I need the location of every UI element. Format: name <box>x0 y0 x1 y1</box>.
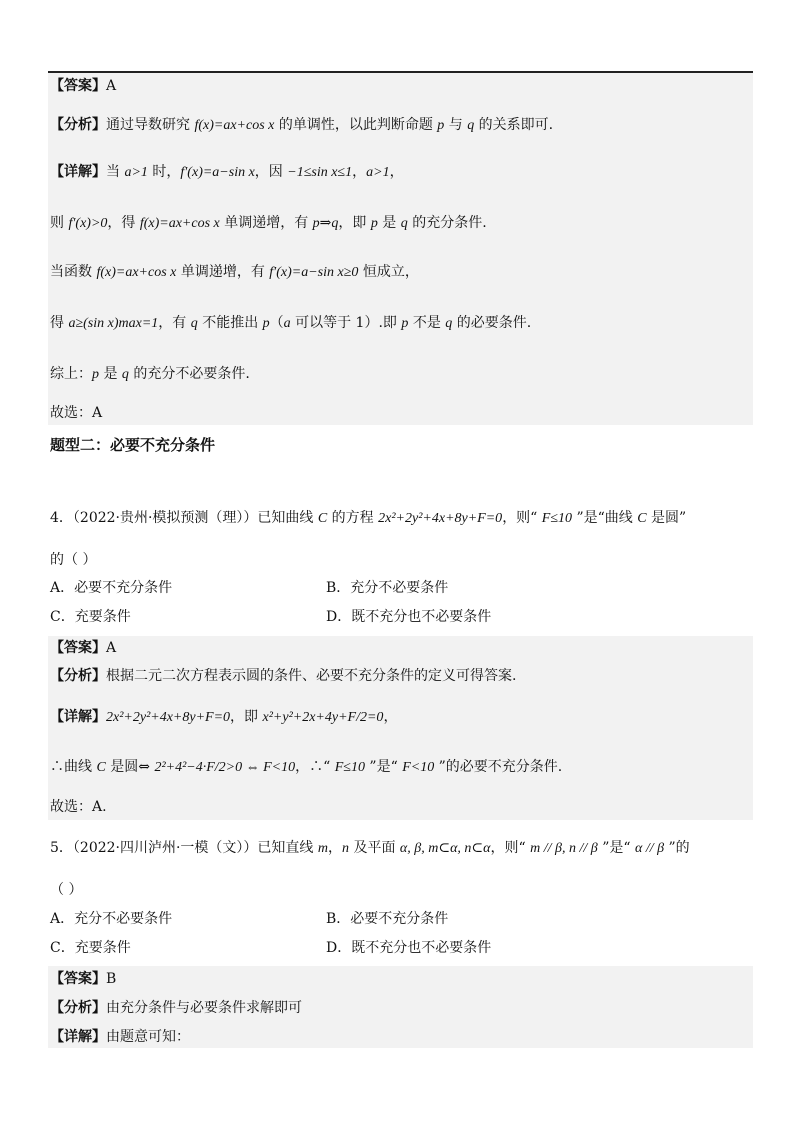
text-segment: ，即 <box>338 215 371 231</box>
text-segment: ，则“ <box>502 510 542 526</box>
question-5-option-b: B．必要不充分条件 <box>326 911 449 927</box>
text-segment: ”是“ <box>364 759 403 775</box>
analysis-label: 【分析】 <box>50 117 106 133</box>
answer-label: 【答案】 <box>50 78 106 94</box>
text-segment: ”的 <box>664 840 690 856</box>
text-segment: 的充分不必要条件. <box>128 366 250 382</box>
text-segment: 的单调性，以此判断命题 <box>274 117 438 133</box>
detail-text-2 <box>50 215 487 231</box>
math-segment: q <box>445 316 453 331</box>
text-segment: 的关系即可. <box>474 117 554 133</box>
math-segment: α, β, m⊂α, n⊂α <box>399 841 491 856</box>
text-segment: 5．（2022·四川泸州·一模（文））已知直线 <box>50 840 318 856</box>
math-segment: F≤10 <box>334 760 365 775</box>
analysis-label-2: 【分析】 <box>50 668 106 684</box>
text-segment: 是圆” <box>646 510 687 526</box>
answer-line-3 <box>50 969 116 989</box>
detail-text-5 <box>50 366 250 382</box>
math-segment: p <box>262 316 270 331</box>
math-segment: p <box>437 118 445 133</box>
text-segment: 时， <box>147 164 181 180</box>
text-segment: 是 <box>377 215 401 231</box>
analysis-line-2 <box>50 666 516 686</box>
analysis-line-3 <box>50 998 302 1018</box>
detail-line-4 <box>50 313 531 334</box>
text-segment: ，∴“ <box>295 759 335 775</box>
text-segment: 通过导数研究 <box>106 117 195 133</box>
text-segment: ， <box>389 164 404 180</box>
analysis-line <box>50 115 553 136</box>
math-segment: f′(x)>0 <box>68 216 108 231</box>
text-segment: 是 <box>99 366 122 382</box>
detail-text-3: 由题意可知： <box>106 1029 190 1045</box>
section-heading: 题型二：必要不充分条件 <box>50 436 216 454</box>
question-4-stem <box>50 508 686 529</box>
analysis-text <box>106 117 553 133</box>
text-segment: 当函数 <box>50 264 97 280</box>
text-segment: 可以等于 1）.即 <box>290 315 402 331</box>
analysis-text-2: 根据二元二次方程表示圆的条件、必要不充分条件的定义可得答案. <box>106 668 517 684</box>
math-segment: q <box>190 316 198 331</box>
math-segment: a <box>283 316 291 331</box>
math-segment: f(x)=ax+cos x <box>139 216 220 231</box>
question-5-option-c: C．充要条件 <box>50 940 131 956</box>
text-segment: ， <box>352 164 367 180</box>
answer-label-2: 【答案】 <box>50 640 106 656</box>
detail-line-2-1 <box>50 707 397 728</box>
question-4-option-d: D．既不充分也不必要条件 <box>326 609 492 625</box>
text-segment: 单调递增，有 <box>219 215 313 231</box>
math-segment: f′(x)=a−sin x <box>180 165 255 180</box>
detail-line-5 <box>50 364 250 385</box>
detail-line-2-2 <box>50 757 562 778</box>
answer-value: A <box>106 78 117 94</box>
math-segment: m <box>317 841 329 856</box>
math-segment: −1≤sin x≤1 <box>287 165 353 180</box>
detail-label: 【详解】 <box>50 164 106 180</box>
text-segment: ∴曲线 <box>50 759 97 775</box>
text-segment: 当 <box>106 164 125 180</box>
analysis-text-3: 由充分条件与必要条件求解即可 <box>106 1000 302 1016</box>
math-segment: q <box>467 118 475 133</box>
text-segment: ，得 <box>107 215 140 231</box>
text-segment: 单调递增，有 <box>176 264 270 280</box>
math-segment: α // β <box>634 841 665 856</box>
detail-text-1 <box>106 164 404 180</box>
detail-text-2-2 <box>50 759 562 775</box>
text-segment: 不是 <box>408 315 446 331</box>
text-segment: 的必要条件. <box>452 315 532 331</box>
question-4-option-b: B．充分不必要条件 <box>326 580 449 596</box>
text-segment: 的方程 <box>327 510 379 526</box>
detail-line-1 <box>50 162 404 183</box>
math-segment: a>1 <box>366 165 390 180</box>
solution-block-2 <box>48 636 753 820</box>
math-segment: C <box>96 760 106 775</box>
detail-line-3 <box>50 262 419 283</box>
answer-label-3: 【答案】 <box>50 971 106 987</box>
detail-text-3 <box>50 264 419 280</box>
detail-text-4 <box>50 315 531 331</box>
text-segment: 是圆⇔ <box>105 759 155 775</box>
answer-line-2 <box>50 638 116 658</box>
text-segment: 的充分条件. <box>407 215 487 231</box>
math-segment: p <box>92 367 99 382</box>
text-segment: 4．（2022·贵州·模拟预测（理））已知曲线 <box>50 510 318 526</box>
question-4-stem-end: 的（ ） <box>50 552 97 568</box>
text-segment: ，有 <box>158 315 191 331</box>
math-segment: 2x²+2y²+4x+8y+F=0 <box>106 710 231 725</box>
math-segment: 2²+4²−4·F/2>0 ⇔ F<10 <box>154 760 296 775</box>
question-5-stem-end: （ ） <box>50 882 83 898</box>
math-segment: p <box>370 216 378 231</box>
text-segment: 综上： <box>50 366 92 382</box>
text-segment: ， <box>383 709 398 725</box>
text-segment: 及平面 <box>349 840 400 856</box>
math-segment: F≤10 <box>541 511 573 526</box>
math-segment: C <box>637 511 647 526</box>
text-segment: ，则“ <box>490 840 531 856</box>
question-4-option-c: C．充要条件 <box>50 609 131 625</box>
analysis-label-3: 【分析】 <box>50 1000 106 1016</box>
text-segment: 不能推出 <box>197 315 263 331</box>
choose-text: 故选：A <box>50 405 103 421</box>
text-segment: 则 <box>50 215 69 231</box>
math-segment: 2x²+2y²+4x+8y+F=0 <box>378 511 503 526</box>
answer-value-3: B <box>106 971 117 987</box>
math-segment: f(x)=ax+cos x <box>194 118 275 133</box>
question-5-stem <box>50 838 690 859</box>
text-segment: ，因 <box>254 164 288 180</box>
question-4-option-a: A．必要不充分条件 <box>50 580 173 596</box>
question-5-option-a: A．充分不必要条件 <box>50 911 173 927</box>
math-segment: f′(x)=a−sin x≥0 <box>269 265 359 280</box>
math-segment: q <box>121 367 129 382</box>
answer-value-2: A <box>106 640 117 656</box>
text-segment: 得 <box>50 315 69 331</box>
detail-text-2-1 <box>106 709 397 725</box>
question-4-text <box>50 510 686 526</box>
math-segment: m // β, n // β <box>530 841 598 856</box>
math-segment: q <box>400 216 408 231</box>
text-segment: ”是“曲线 <box>572 510 638 526</box>
math-segment: n <box>342 841 350 856</box>
math-segment: F<10 <box>402 760 435 775</box>
text-segment: ，即 <box>230 709 263 725</box>
math-segment: p⇒q <box>312 216 339 231</box>
detail-label-2: 【详解】 <box>50 709 106 725</box>
math-segment: f(x)=ax+cos x <box>96 265 177 280</box>
math-segment: p <box>401 316 409 331</box>
math-segment: C <box>317 511 328 526</box>
question-5-option-d: D．既不充分也不必要条件 <box>326 940 492 956</box>
detail-label-3: 【详解】 <box>50 1029 106 1045</box>
question-5-text <box>50 840 690 856</box>
text-segment: 与 <box>444 117 468 133</box>
math-segment: a≥(sin x)max=1 <box>68 316 159 331</box>
text-segment: （ <box>269 315 284 331</box>
text-segment: ”是“ <box>597 840 635 856</box>
choose-line <box>50 403 102 423</box>
text-segment: ， <box>328 840 343 856</box>
answer-line <box>50 76 116 96</box>
detail-line-3-1 <box>50 1027 190 1047</box>
text-segment: ”的必要不充分条件. <box>434 759 563 775</box>
choose-line-2: 故选：A. <box>50 799 107 815</box>
detail-line-2 <box>50 213 487 234</box>
math-segment: a>1 <box>124 165 148 180</box>
math-segment: x²+y²+2x+4y+F/2=0 <box>262 710 384 725</box>
text-segment: 恒成立， <box>358 264 419 280</box>
